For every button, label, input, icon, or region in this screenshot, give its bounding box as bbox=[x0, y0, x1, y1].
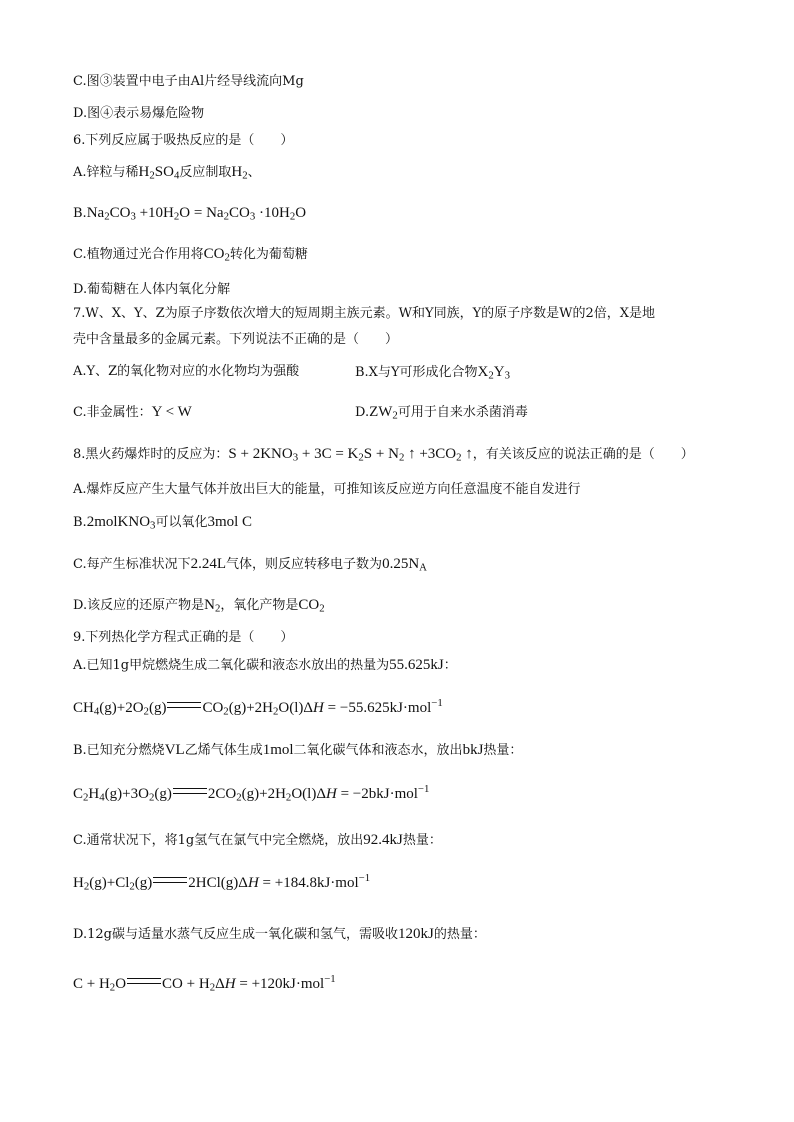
q6-stem: 6.下列反应属于吸热反应的是（ ） bbox=[73, 133, 294, 148]
q6-option-b: $B.Na_2CO_3 +10H_2O = Na_2CO_3 \cdot 10H_2O$ bbox=[73, 205, 307, 223]
q5-option-d: D.图④表示易爆危险物 bbox=[73, 106, 205, 121]
q7-option-d: $D.ZW_2$可用于自来水杀菌消毒 bbox=[355, 404, 528, 422]
q5-option-c: C.图③装置中电子由Al片经导线流向Mg bbox=[73, 74, 304, 89]
q9-option-d: D.12g碳与适量水蒸气反应生成一氧化碳和氢气，需吸收120kJ的热量： bbox=[73, 926, 486, 942]
q8-stem: 8.黑火药爆炸时的反应为：$S + 2KNO_3 + 3C = K_2S + N_2$ ↑ $+3CO_2$ ↑，有关该反应的说法正确的是（ ） bbox=[73, 446, 694, 464]
q9-option-c-equation: $H_2(g)+Cl_2(g) 2HCl(g)\Delta H = +184.8kJ\cdot mol^{-1}$ bbox=[73, 872, 371, 893]
q9-option-b: B.已知充分燃烧VL乙烯气体生成1mol二氧化碳气体和液态水，放出bkJ热量： bbox=[73, 742, 523, 758]
q6-option-d: D.葡萄糖在人体内氧化分解 bbox=[73, 282, 231, 297]
q9-option-a-equation: $CH_4(g)+2O_2(g) CO_2(g)+2H_2O(l)\Delta H = -55.625kJ\cdot mol^{-1}$ bbox=[73, 697, 443, 718]
q9-option-d-equation: $C + H_2O$ CO + $H_2\Delta H = +120kJ\cdot mol^{-1}$ bbox=[73, 973, 336, 994]
q6-option-a: A.锌粒与稀$H_2SO_4$反应制取$H_2$、 bbox=[73, 164, 261, 182]
q8-option-b: B.2molKNO$_3$可以氧化3mol C bbox=[73, 514, 253, 532]
q7-option-b: B.X与Y可形成化合物$X_2Y_3$ bbox=[355, 364, 511, 382]
q7-stem-line1: 7.W、X、Y、Z为原子序数依次增大的短周期主族元素。W和Y同族，Y的原子序数是W的2倍，X是地 bbox=[73, 306, 656, 321]
q9-option-c: C.通常状况下，将1g氢气在氯气中完全燃烧，放出92.4kJ热量： bbox=[73, 832, 442, 848]
q7-option-a: A.Y、Z的氧化物对应的水化物均为强酸 bbox=[73, 364, 300, 379]
q6-option-c: C.植物通过光合作用将$CO_2$转化为葡萄糖 bbox=[73, 246, 308, 264]
q7-option-c: C.非金属性：Y < W bbox=[73, 404, 192, 420]
q7-stem-line2: 壳中含量最多的金属元素。下列说法不正确的是（ ） bbox=[73, 332, 399, 347]
q9-option-b-equation: $C_2H_4(g)+3O_2(g) 2CO_2(g)+2H_2O(l)\Delta H = -2bkJ\cdot mol^{-1}$ bbox=[73, 783, 430, 804]
q8-option-d: D.该反应的还原产物是$N_2$，氧化产物是$CO_2$ bbox=[73, 597, 325, 615]
q9-option-a: A.已知1g甲烷燃烧生成二氧化碳和液态水放出的热量为55.625kJ： bbox=[73, 657, 457, 673]
q8-option-a: A.爆炸反应产生大量气体并放出巨大的能量，可推知该反应逆方向任意温度不能自发进行 bbox=[73, 482, 581, 497]
q9-stem: 9.下列热化学方程式正确的是（ ） bbox=[73, 630, 294, 645]
q8-option-c: C.每产生标准状况下2.24L气体，则反应转移电子数为$0.25N_A$ bbox=[73, 556, 427, 574]
